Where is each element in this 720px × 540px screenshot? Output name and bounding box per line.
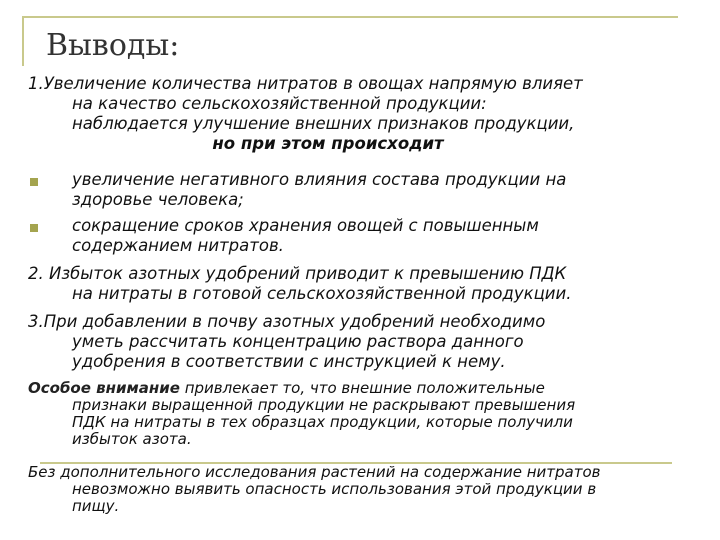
conclusion-item-3 <box>28 312 545 372</box>
item-3-line-2: уметь рассчитать концентрацию раствора данного <box>72 332 524 351</box>
bullet-2-line-1: сокращение сроков хранения овощей с повышенным <box>72 216 539 235</box>
additional-research-note <box>28 464 600 515</box>
frame-left-line <box>22 16 24 66</box>
item-3-line-3: удобрения в соответствии с инструкцией к нему. <box>72 352 506 371</box>
special-attention-note <box>28 380 575 448</box>
note-2-line-2: невозможно выявить опасность использования этой продукции в <box>72 480 597 498</box>
bullet-item-2 <box>28 216 539 256</box>
item-1-line-4: но при этом происходит <box>212 134 444 153</box>
bullet-item-1 <box>28 170 566 210</box>
slide-title: Выводы: <box>46 28 180 63</box>
note-1-line-4: избыток азота. <box>72 430 192 448</box>
decorative-underline <box>40 462 672 464</box>
conclusion-item-2 <box>28 264 572 304</box>
note-1-line-1-rest: привлекает то, что внешние положительные <box>179 379 545 397</box>
note-1-line-1 <box>28 380 575 397</box>
note-2-line-1: Без дополнительного исследования растений на содержание нитратов <box>28 463 601 481</box>
item-1-line-1: 1.Увеличение количества нитратов в овощах напрямую влияет <box>28 74 583 93</box>
item-3-line-1: 3.При добавлении в почву азотных удобрений необходимо <box>28 312 546 331</box>
item-1-line-3: наблюдается улучшение внешних признаков продукции, <box>72 114 575 133</box>
item-2-line-1: 2. Избыток азотных удобрений приводит к превышению ПДК <box>28 264 567 283</box>
note-1-line-2: признаки выращенной продукции не раскрывают превышения <box>72 396 576 414</box>
note-1-line-3: ПДК на нитраты в тех образцах продукции, которые получили <box>72 413 573 431</box>
bullet-1-line-1: увеличение негативного влияния состава продукции на <box>72 170 567 189</box>
bullet-1-line-2: здоровье человека; <box>72 190 244 209</box>
note-2-line-3: пищу. <box>72 497 120 515</box>
item-2-line-2: на нитраты в готовой сельскохозяйственной продукции. <box>72 284 572 303</box>
item-1-line-2: на качество сельскохозяйственной продукции: <box>72 94 487 113</box>
bullet-2-line-2: содержанием нитратов. <box>72 236 284 255</box>
note-1-lead: Особое внимание <box>28 379 180 397</box>
frame-top-line <box>22 16 678 18</box>
conclusion-item-1 <box>28 74 628 154</box>
